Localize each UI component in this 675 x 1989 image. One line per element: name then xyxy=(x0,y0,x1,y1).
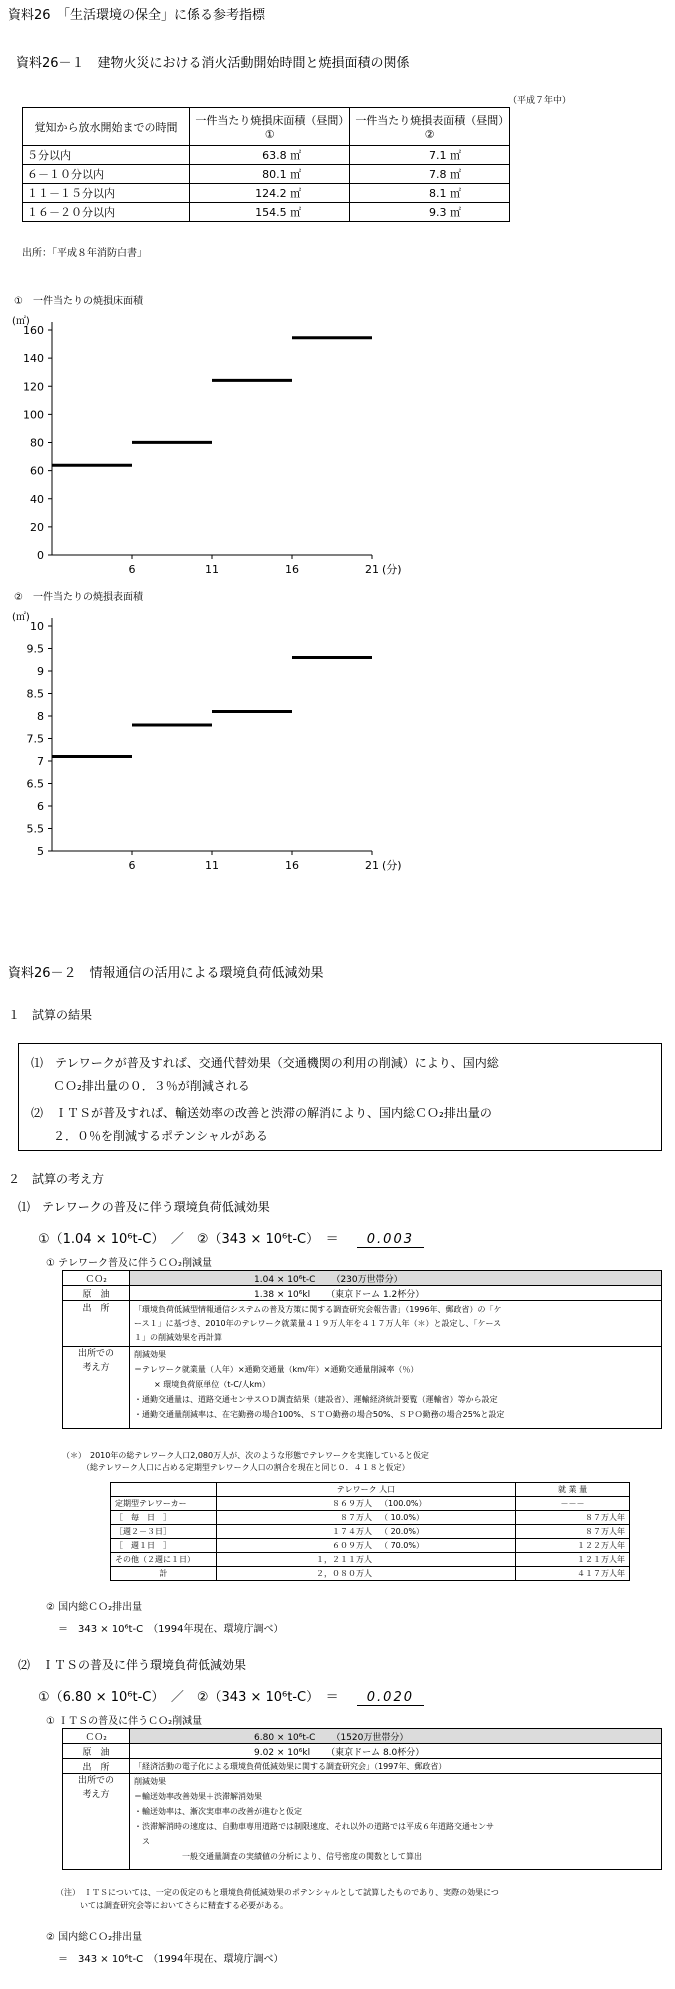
formula-result: 0.003 xyxy=(357,1232,424,1248)
y-tick-label: 6.5 xyxy=(26,777,44,791)
y-tick-label: 9 xyxy=(37,665,44,678)
telework-pop-table xyxy=(110,1482,630,1581)
its-sub2: ② 国内総ＣＯ₂排出量 xyxy=(46,1932,143,1943)
table-cell: 1.04 × 10⁶t-C （230万世帯分） xyxy=(130,1271,662,1286)
chart-2-title: ② 一件当たりの焼損表面積 xyxy=(14,592,143,603)
table-cell: ［ 週１日 ］ xyxy=(111,1539,217,1553)
table-cell: ５分以内 xyxy=(23,146,190,165)
table-cell: （ 70.0%） xyxy=(376,1539,516,1553)
table-cell: （ 10.0%） xyxy=(376,1511,516,1525)
result-box xyxy=(18,1043,662,1151)
section-26-2-heading: 資料26－２ 情報通信の活用による環境負荷低減効果 xyxy=(8,966,324,981)
table-cell: ＣＯ₂ xyxy=(63,1271,130,1286)
x-tick-label: 21 xyxy=(365,563,379,576)
y-tick-label: 5.5 xyxy=(26,822,44,836)
table-cell: 定期型テレワーカー xyxy=(111,1497,217,1511)
table-cell: 「環境負荷低減型情報通信システムの普及方策に関する調査研究会報告書」（1996年、郵政省）の「ケ ース１」に基づき、2010年のテレワーク就業量４１９万人年を４１７万人年（＊）と設定し、「ケース １」の削減効果を再計算 xyxy=(130,1301,662,1347)
table-cell: 6.80 × 10⁶t-C （1520万世帯分） xyxy=(130,1729,662,1744)
y-tick-label: 80 xyxy=(30,436,44,450)
table-cell: 8.1 ㎡ xyxy=(350,184,510,203)
table-cell: １７４万人 xyxy=(216,1525,376,1539)
table-cell: ２，０８０万人 xyxy=(216,1567,376,1581)
table-cell: １１－１５分以内 xyxy=(23,184,190,203)
fire-table-header: 覚知から放水開始までの時間 xyxy=(23,108,190,146)
table-cell: 出所での 考え方 xyxy=(63,1774,130,1870)
fire-table xyxy=(22,107,510,222)
table-cell: その他（２週に１日） xyxy=(111,1553,217,1567)
table-cell xyxy=(111,1483,217,1497)
telework-sub1: ① テレワーク普及に伴うＣＯ₂削減量 xyxy=(46,1258,212,1269)
table-cell: 原 油 xyxy=(63,1286,130,1301)
its-sub2-value: ＝ 343 × 10⁶t-C （1994年現在、環境庁調べ） xyxy=(58,1954,284,1965)
source-note: 出所：「平成８年消防白書」 xyxy=(22,248,147,259)
telework-sub2: ② 国内総ＣＯ₂排出量 xyxy=(46,1602,143,1613)
y-tick-label: 100 xyxy=(23,408,44,422)
its-note: （注） ＩＴＳについては、一定の仮定のもと環境負荷低減効果のポテンシャルとして試算したものであり、実際の効果につ いては調査研究会等においてさらに精査する必要がある。 xyxy=(56,1888,499,1910)
table-cell: 削減効果 ＝テレワーク就業量（人年）×通勤交通量（km/年）×通勤交通量削減率（％） × 環境負荷原単位（t-C/人km） ・通勤交通量は、道路交通センサスＯＤ調査結果（建設省）、運輸経済統計要覧（運輸省）等から設定 ・通勤交通量削減率は、在宅勤務の場合100%、ＳＴＯ勤務の場合50%、ＳＰＯ勤務の場合25%と設定 xyxy=(130,1347,662,1429)
table-cell: ８７万人 xyxy=(216,1511,376,1525)
its-heading: ⑵ ＩＴＳの普及に伴う環境負荷低減効果 xyxy=(18,1658,247,1672)
y-tick-label: 8 xyxy=(37,710,44,723)
formula-result: 0.020 xyxy=(357,1690,424,1706)
result-line: ＣＯ₂排出量の０．３％が削減される xyxy=(53,1079,250,1093)
fire-table-header: 一件当たり焼損床面積（昼間）① xyxy=(190,108,350,146)
table-cell: 原 油 xyxy=(63,1744,130,1759)
x-tick-label: 6 xyxy=(128,563,136,576)
y-tick-label: 120 xyxy=(23,380,44,394)
y-tick-label: 10 xyxy=(30,620,44,633)
telework-formula xyxy=(38,1228,424,1247)
result-heading: １ 試算の結果 xyxy=(8,1008,93,1022)
table-cell: ［週２－３日］ xyxy=(111,1525,217,1539)
section-26-1-heading: 資料26－１ 建物火災における消火活動開始時間と焼損面積の関係 xyxy=(16,56,410,71)
table-cell: ［ 毎 日 ］ xyxy=(111,1511,217,1525)
table-cell: １２１万人年 xyxy=(516,1553,630,1567)
y-tick-label: 6 xyxy=(37,800,44,813)
y-tick-label: 0 xyxy=(37,549,44,562)
table-cell: 就 業 量 xyxy=(516,1483,630,1497)
y-tick-label: 140 xyxy=(23,352,44,366)
table-cell: 削減効果 ＝輸送効率改善効果＋渋滞解消効果 ・輸送効率は、漸次実車率の改善が進むと仮定 ・渋滞解消時の速度は、自動車専用道路では制限速度、それ以外の道路では平成６年道路交通センサ ス 一般交通量調査の実績値の分析により、信号密度の関数として算出 xyxy=(130,1774,662,1870)
its-info-table xyxy=(62,1728,662,1870)
table-cell: 7.1 ㎡ xyxy=(350,146,510,165)
page-title: 資料26 「生活環境の保全」に係る参考指標 xyxy=(8,8,266,23)
table-cell: 80.1 ㎡ xyxy=(190,165,350,184)
x-axis-label: (分) xyxy=(382,563,402,576)
y-tick-label: 60 xyxy=(30,464,44,478)
its-formula xyxy=(38,1686,424,1705)
formula-left: ①（1.04 × 10⁶t-C） ／ ②（343 × 10⁶t-C） ＝ xyxy=(38,1232,339,1247)
telework-assumption: （＊） 2010年の総テレワーク人口2,080万人が、次のような形態でテレワークを実施していると仮定 （総テレワーク人口に占める定期型テレワーク人口の割合を現在と同じ０．４１８と仮定） xyxy=(62,1451,429,1472)
table-cell: ８７万人年 xyxy=(516,1525,630,1539)
table-cell: 9.02 × 10⁶kl （東京ドーム 8.0杯分） xyxy=(130,1744,662,1759)
table-cell: テレワーク 人口 xyxy=(216,1483,515,1497)
table-cell: 63.8 ㎡ xyxy=(190,146,350,165)
y-tick-label: 5 xyxy=(37,845,44,858)
y-tick-label: 7 xyxy=(37,755,44,768)
telework-sub2-value: ＝ 343 × 10⁶t-C （1994年現在、環境庁調べ） xyxy=(58,1624,284,1635)
table-cell: １６－２０分以内 xyxy=(23,203,190,222)
table-cell: 「経済活動の電子化による環境負荷低減効果に関する調査研究会」（1997年、郵政省） xyxy=(130,1759,662,1774)
table-cell: １，２１１万人 xyxy=(216,1553,376,1567)
telework-info-table xyxy=(62,1270,662,1429)
table-cell: （100.0%） xyxy=(376,1497,516,1511)
x-tick-label: 16 xyxy=(285,563,299,576)
table-cell: ６０９万人 xyxy=(216,1539,376,1553)
fire-table-header: 一件当たり焼損表面積（昼間）② xyxy=(350,108,510,146)
table-cell xyxy=(376,1553,516,1567)
y-tick-label: 160 xyxy=(23,324,44,337)
y-tick-label: 40 xyxy=(30,492,44,506)
table-cell: 9.3 ㎡ xyxy=(350,203,510,222)
table-cell: ４１７万人年 xyxy=(516,1567,630,1581)
chart-1-title: ① 一件当たりの焼損床面積 xyxy=(14,296,143,307)
table-cell: 7.8 ㎡ xyxy=(350,165,510,184)
y-tick-label: 8.5 xyxy=(26,687,44,701)
table-cell: （ 20.0%） xyxy=(376,1525,516,1539)
x-tick-label: 11 xyxy=(205,563,219,576)
table-cell: ＣＯ₂ xyxy=(63,1729,130,1744)
method-heading: ２ 試算の考え方 xyxy=(8,1172,105,1186)
table-cell xyxy=(376,1567,516,1581)
formula-left: ①（6.80 × 10⁶t-C） ／ ②（343 × 10⁶t-C） ＝ xyxy=(38,1690,339,1705)
table-cell: －－－ xyxy=(516,1497,630,1511)
table-year-note: （平成７年中） xyxy=(508,96,572,106)
y-axis-label: (㎡) xyxy=(12,612,30,623)
table-cell: 計 xyxy=(111,1567,217,1581)
table-cell: ６－１０分以内 xyxy=(23,165,190,184)
chart-2 xyxy=(0,606,420,874)
result-line: ２．０％を削減するポテンシャルがある xyxy=(53,1129,268,1143)
y-axis-label: (㎡) xyxy=(12,316,30,327)
its-sub1: ① ＩＴＳの普及に伴うＣＯ₂削減量 xyxy=(46,1716,203,1727)
x-tick-label: 21 xyxy=(365,859,379,872)
x-axis-label: (分) xyxy=(382,859,402,872)
table-cell: 出所での 考え方 xyxy=(63,1347,130,1429)
chart-1 xyxy=(0,310,420,580)
table-cell: ８７万人年 xyxy=(516,1511,630,1525)
y-tick-label: 9.5 xyxy=(26,642,44,656)
table-cell: 154.5 ㎡ xyxy=(190,203,350,222)
y-tick-label: 20 xyxy=(30,520,44,534)
table-cell: 124.2 ㎡ xyxy=(190,184,350,203)
telework-heading: ⑴ テレワークの普及に伴う環境負荷低減効果 xyxy=(18,1200,270,1214)
x-tick-label: 11 xyxy=(205,859,219,872)
table-cell: 1.38 × 10⁶kl （東京ドーム 1.2杯分） xyxy=(130,1286,662,1301)
table-cell: 出 所 xyxy=(63,1301,130,1347)
table-cell: 出 所 xyxy=(63,1759,130,1774)
table-cell: ８６９万人 xyxy=(216,1497,376,1511)
result-line: ⑵ ＩＴＳが普及すれば、輸送効率の改善と渋滞の解消により、国内総ＣＯ₂排出量の xyxy=(31,1106,492,1120)
y-tick-label: 7.5 xyxy=(26,732,44,746)
x-tick-label: 16 xyxy=(285,859,299,872)
result-line: ⑴ テレワークが普及すれば、交通代替効果（交通機関の利用の削減）により、国内総 xyxy=(31,1056,499,1070)
table-cell: １２２万人年 xyxy=(516,1539,630,1553)
x-tick-label: 6 xyxy=(128,859,136,872)
